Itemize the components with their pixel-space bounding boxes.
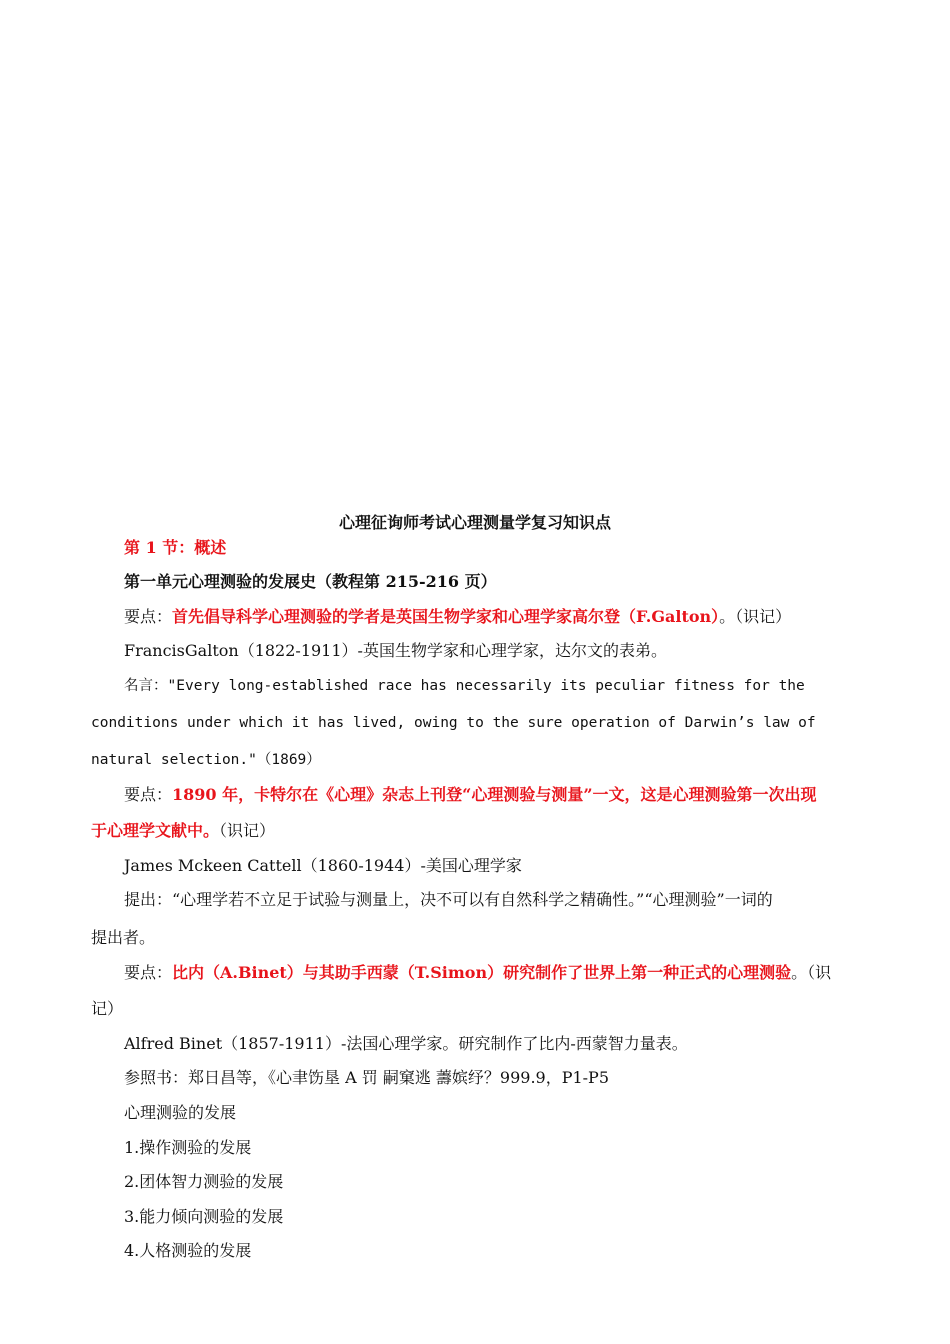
key-point-binet-line1 (124, 963, 831, 983)
key-point-tail: 。（识 (791, 963, 832, 982)
key-point-galton (124, 607, 791, 627)
key-point-highlight: 首先倡导科学心理测验的学者是英国生物学家和心理学家高尔登（F.Galton） (172, 607, 720, 626)
unit-heading: 第一单元心理测验的发展史（教程第 215-216 页） (124, 572, 497, 591)
list-item: 1.操作测验的发展 (124, 1138, 252, 1157)
development-heading: 心理测验的发展 (124, 1103, 237, 1122)
key-point-label: 要点： (124, 607, 173, 626)
key-point-tail: 。（识记） (719, 607, 792, 626)
key-point-cattell-line1 (124, 785, 817, 805)
key-point-label: 要点： (124, 785, 173, 804)
key-point-binet-line2: 记） (91, 999, 124, 1018)
key-point-highlight: 于心理学文献中。 (91, 821, 220, 840)
quote-line-3: natural selection."（1869） (91, 752, 321, 768)
key-point-tail: （识记） (219, 821, 276, 840)
key-point-highlight: 1890 年，卡特尔在《心理》杂志上刊登“心理测验与测量”一文，这是心理测验第一次出现 (172, 785, 817, 804)
key-point-label: 要点： (124, 963, 173, 982)
key-point-cattell-line2 (91, 821, 275, 841)
propose-line-2: 提出者。 (91, 928, 156, 947)
propose-line-1: 提出：“心理学若不立足于试验与测量上，决不可以有自然科学之精确性。”“心理测验”一词的 (124, 890, 773, 909)
document-title: 心理征询师考试心理测量学复习知识点 (338, 513, 611, 532)
list-item: 3.能力倾向测验的发展 (124, 1207, 284, 1226)
reference-line: 参照书：郑日昌等，《心聿饬垦 A 罚 嗣窠逃 薵嫔纾？999.9，P1-P5 (124, 1068, 610, 1087)
quote-line-2: conditions under which it has lived, owing to the sure operation of Darwin’s law of (91, 715, 816, 731)
galton-bio: FrancisGalton（1822-1911）-英国生物学家和心理学家，达尔文的表弟。 (124, 641, 667, 660)
key-point-highlight: 比内（A.Binet）与其助手西蒙（T.Simon）研究制作了世界上第一种正式的心理测验 (172, 963, 792, 982)
section-heading: 第 1 节：概述 (124, 538, 227, 557)
list-item: 4.人格测验的发展 (124, 1241, 252, 1260)
quote-line-1: 名言："Every long-established race has necessarily its peculiar fitness for the (124, 678, 805, 694)
binet-bio: Alfred Binet（1857-1911）-法国心理学家。研究制作了比内-西蒙智力量表。 (124, 1034, 688, 1053)
list-item: 2.团体智力测验的发展 (124, 1172, 284, 1191)
cattell-bio: James Mckeen Cattell（1860-1944）-美国心理学家 (124, 856, 522, 875)
